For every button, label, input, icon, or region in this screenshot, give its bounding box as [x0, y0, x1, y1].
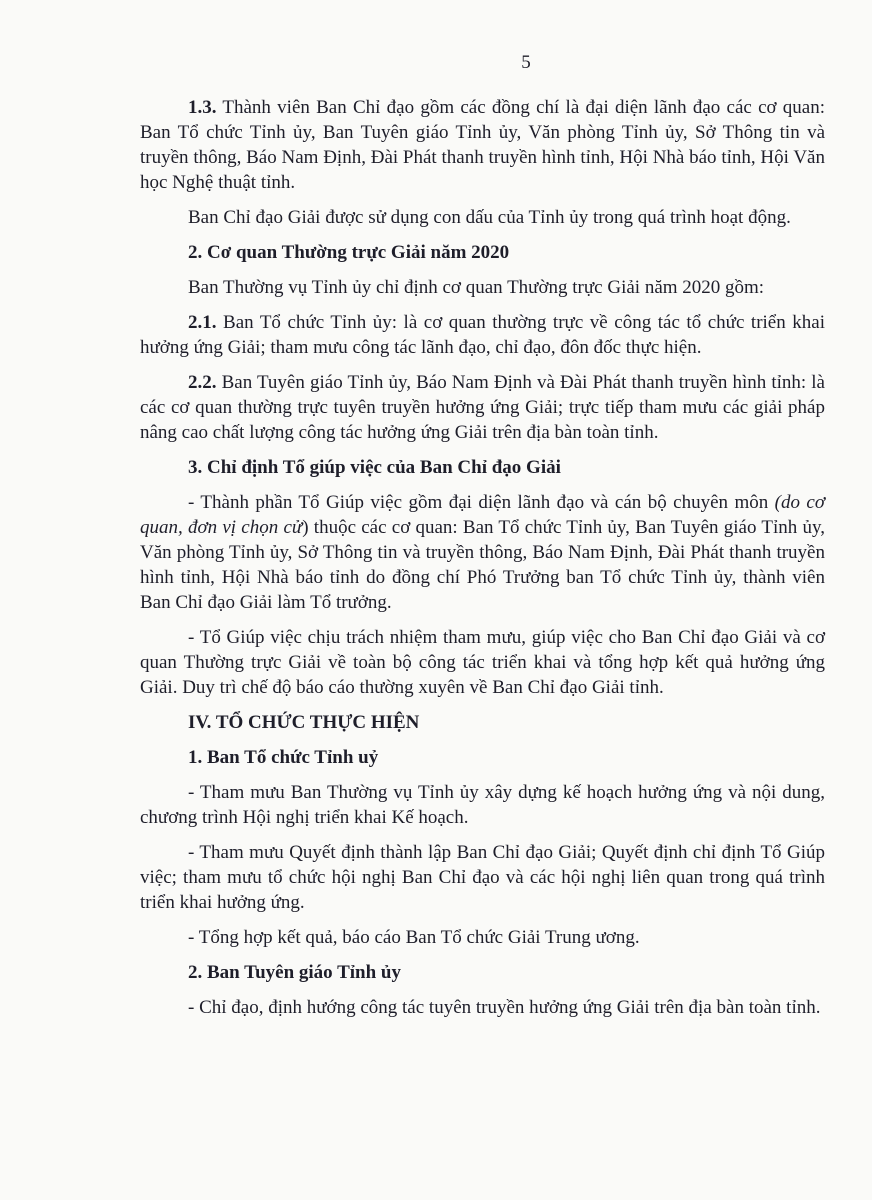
paragraph-iv-1c: - Tổng hợp kết quả, báo cáo Ban Tổ chức Giải Trung ương.: [188, 927, 640, 948]
section-number: 2.1.: [188, 312, 217, 333]
paragraph-seal: Ban Chỉ đạo Giải được sử dụng con dấu của Tỉnh ủy trong quá trình hoạt động.: [188, 207, 791, 228]
paragraph-iv-1b: - Tham mưu Quyết định thành lập Ban Chỉ đạo Giải; Quyết định chỉ định Tổ Giúp việc; tham mưu tổ chức hội nghị Ban Chỉ đạo và các hội nghị liên quan trong quá trình triển khai hưởng ứng.: [140, 842, 825, 913]
paragraph-2-1: [140, 310, 825, 360]
document-body: [140, 95, 825, 1030]
paragraph-text: Thành viên Ban Chỉ đạo gồm các đồng chí là đại diện lãnh đạo các cơ quan: Ban Tổ chức Tỉnh ủy, Ban Tuyên giáo Tỉnh ủy, Văn phòng Tỉnh ủy, Sở Thông tin và truyền thông, Báo Nam Định, Đài Phát thanh truyền hình tỉnh, Hội Nhà báo tỉnh, Hội Văn học Nghệ thuật tỉnh.: [140, 97, 825, 193]
heading-iv: IV. TỔ CHỨC THỰC HIỆN: [188, 712, 420, 733]
heading-iv-2: 2. Ban Tuyên giáo Tỉnh ủy: [188, 962, 401, 983]
paragraph-iv-1a: - Tham mưu Ban Thường vụ Tỉnh ủy xây dựng kế hoạch hưởng ứng và nội dung, chương trình Hội nghị triển khai Kế hoạch.: [140, 782, 825, 828]
paragraph-text: Ban Tuyên giáo Tỉnh ủy, Báo Nam Định và Đài Phát thanh truyền hình tỉnh: là các cơ quan thường trực tuyên truyền hưởng ứng Giải; trực tiếp tham mưu các giải pháp nâng cao chất lượng công tác hưởng ứng Giải trên địa bàn toàn tỉnh.: [140, 372, 825, 443]
heading-2: 2. Cơ quan Thường trực Giải năm 2020: [188, 242, 510, 263]
paragraph-text: Ban Tổ chức Tỉnh ủy: là cơ quan thường trực về công tác tổ chức triển khai hưởng ứng Giải; tham mưu công tác lãnh đạo, chỉ đạo, đôn đốc thực hiện.: [140, 312, 825, 358]
paragraph-iv-2a: - Chỉ đạo, định hướng công tác tuyên truyền hưởng ứng Giải trên địa bàn toàn tỉnh.: [188, 997, 821, 1018]
paragraph-rest: ) thuộc các cơ quan: Ban Tổ chức Tỉnh ủy, Ban Tuyên giáo Tỉnh ủy, Văn phòng Tỉnh ủy, Sở Thông tin và truyền thông, Báo Nam Định, Đài Phát thanh truyền hình tỉnh, Hội Nhà báo tỉnh do đồng chí Phó Trưởng ban Tổ chức Tỉnh ủy, thành viên Ban Chỉ đạo Giải làm Tổ trưởng.: [140, 517, 825, 613]
heading-3: 3. Chỉ định Tổ giúp việc của Ban Chỉ đạo Giải: [188, 457, 561, 478]
section-number: 1.3.: [188, 97, 217, 118]
page-number: 5: [521, 52, 531, 73]
heading-iv-1: 1. Ban Tổ chức Tỉnh uỷ: [188, 747, 379, 768]
paragraph-1-3: [140, 95, 825, 195]
paragraph-italic: (do cơ quan, đơn vị chọn cử: [140, 492, 825, 538]
paragraph-h2-intro: Ban Thường vụ Tỉnh ủy chỉ định cơ quan Thường trực Giải năm 2020 gồm:: [188, 277, 765, 298]
paragraph-3b: - Tổ Giúp việc chịu trách nhiệm tham mưu, giúp việc cho Ban Chỉ đạo Giải và cơ quan Thường trực Giải về toàn bộ công tác triển khai và tổng hợp kết quả hưởng ứng Giải. Duy trì chế độ báo cáo thường xuyên về Ban Chỉ đạo Giải tỉnh.: [140, 627, 825, 698]
paragraph-3a: [140, 490, 825, 615]
paragraph-2-2: [140, 370, 825, 445]
section-number: 2.2.: [188, 372, 217, 393]
paragraph-lead: - Thành phần Tổ Giúp việc gồm đại diện lãnh đạo và cán bộ chuyên môn: [188, 492, 775, 513]
